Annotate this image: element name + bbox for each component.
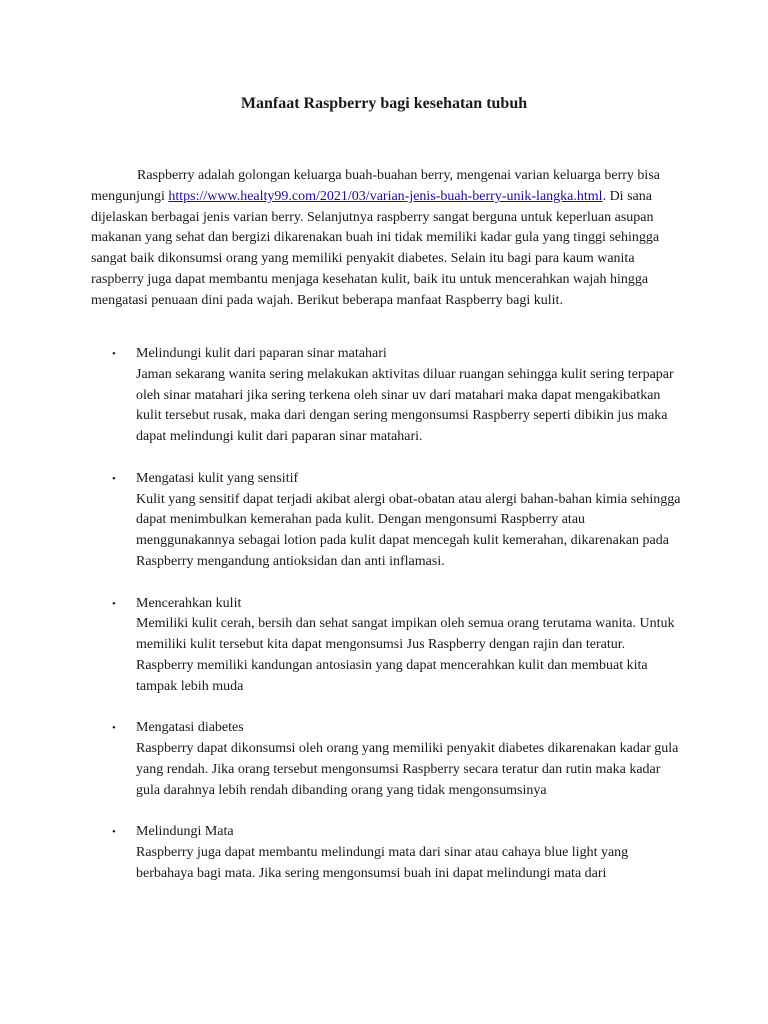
list-item-heading: Mencerahkan kulit (136, 595, 242, 611)
list-item (0, 594, 681, 698)
list-item-body: Jaman sekarang wanita sering melakukan aktivitas diluar ruangan sehingga kulit sering terpapar oleh sinar matahari jika sering terkena oleh sinar uv dari matahari maka dapat mengakibatkan kulit tersebut rusak, maka dari dengan sering mengonsumsi Raspberry seperti dibikin jus maka dapat melindungi kulit dari paparan sinar matahari. (136, 366, 674, 445)
benefits-list (0, 344, 768, 906)
bullet-icon: • (112, 348, 116, 360)
list-item-body: Memiliki kulit cerah, bersih dan sehat sangat impikan oleh semua orang terutama wanita. Untuk memiliki kulit tersebut kita dapat mengonsumsi Jus Raspberry dengan rajin dan teratur. Raspberry memiliki kandungan antosiasin yang dapat mencerahkan kulit dan membuat kita tampak lebih muda (136, 616, 675, 694)
list-item-body: Raspberry juga dapat membantu melindungi mata dari sinar atau cahaya blue light yang berbahaya bagi mata. Jika sering mengonsumsi buah ini dapat melindungi mata dari (136, 845, 629, 881)
list-item-heading: Melindungi Mata (136, 824, 234, 840)
bullet-icon: • (112, 472, 116, 485)
intro-text-after-link: . Di sana dijelaskan berbagai jenis varian berry. Selanjutnya raspberry sangat berguna untuk keperluan asupan makanan yang sehat dan bergizi dikarenakan buah ini tidak memiliki kadar gula yang tinggi sehingga sangat baik dikonsumsi orang yang memiliki penyakit diabetes. Selain itu bagi para kaum wanita raspberry juga dapat membantu menjaga kesehatan kulit, baik itu untuk mencerahkan wajah hingga mengatasi penuaan dini pada wajah. Berikut beberapa manfaat Raspberry bagi kulit. (91, 188, 660, 308)
bullet-icon: • (112, 826, 116, 839)
list-item (0, 822, 681, 884)
healty99-link[interactable]: https://www.healty99.com/2021/03/varian-jenis-buah-berry-unik-langka.html (168, 188, 603, 204)
list-item (0, 718, 681, 801)
document-title: Manfaat Raspberry bagi kesehatan tubuh (240, 95, 528, 112)
list-item-heading: Melindungi kulit dari paparan sinar matahari (136, 346, 387, 361)
list-item (0, 344, 681, 448)
bullet-icon: • (112, 722, 116, 735)
list-item-body: Raspberry dapat dikonsumsi oleh orang yang memiliki penyakit diabetes dikarenakan kadar gula yang rendah. Jika orang tersebut mengonsumsi Raspberry secara teratur dan rutin maka kadar gula darahnya lebih rendah dibanding orang yang tidak mengonsumsinya (136, 741, 679, 798)
list-item-body: Kulit yang sensitif dapat terjadi akibat alergi obat-obatan atau alergi bahan-bahan kimia sehingga dapat menimbulkan kemerahan pada kulit. Dengan mengonsumi Raspberry atau menggunakannya sebagai lotion pada kulit dapat mencegah kulit kemerahan, dikarenakan pada Raspberry mengandung antioksidan dan anti inflamasi. (136, 491, 681, 569)
list-item (0, 469, 681, 573)
list-item-heading: Mengatasi kulit yang sensitif (136, 470, 299, 486)
list-item-heading: Mengatasi diabetes (136, 720, 244, 736)
bullet-icon: • (112, 597, 116, 610)
intro-text-before-link: Raspberry adalah golongan keluarga buah-buahan berry, mengenai varian keluarga berry bisa mengunjungi (91, 168, 660, 204)
intro-paragraph (91, 166, 681, 312)
